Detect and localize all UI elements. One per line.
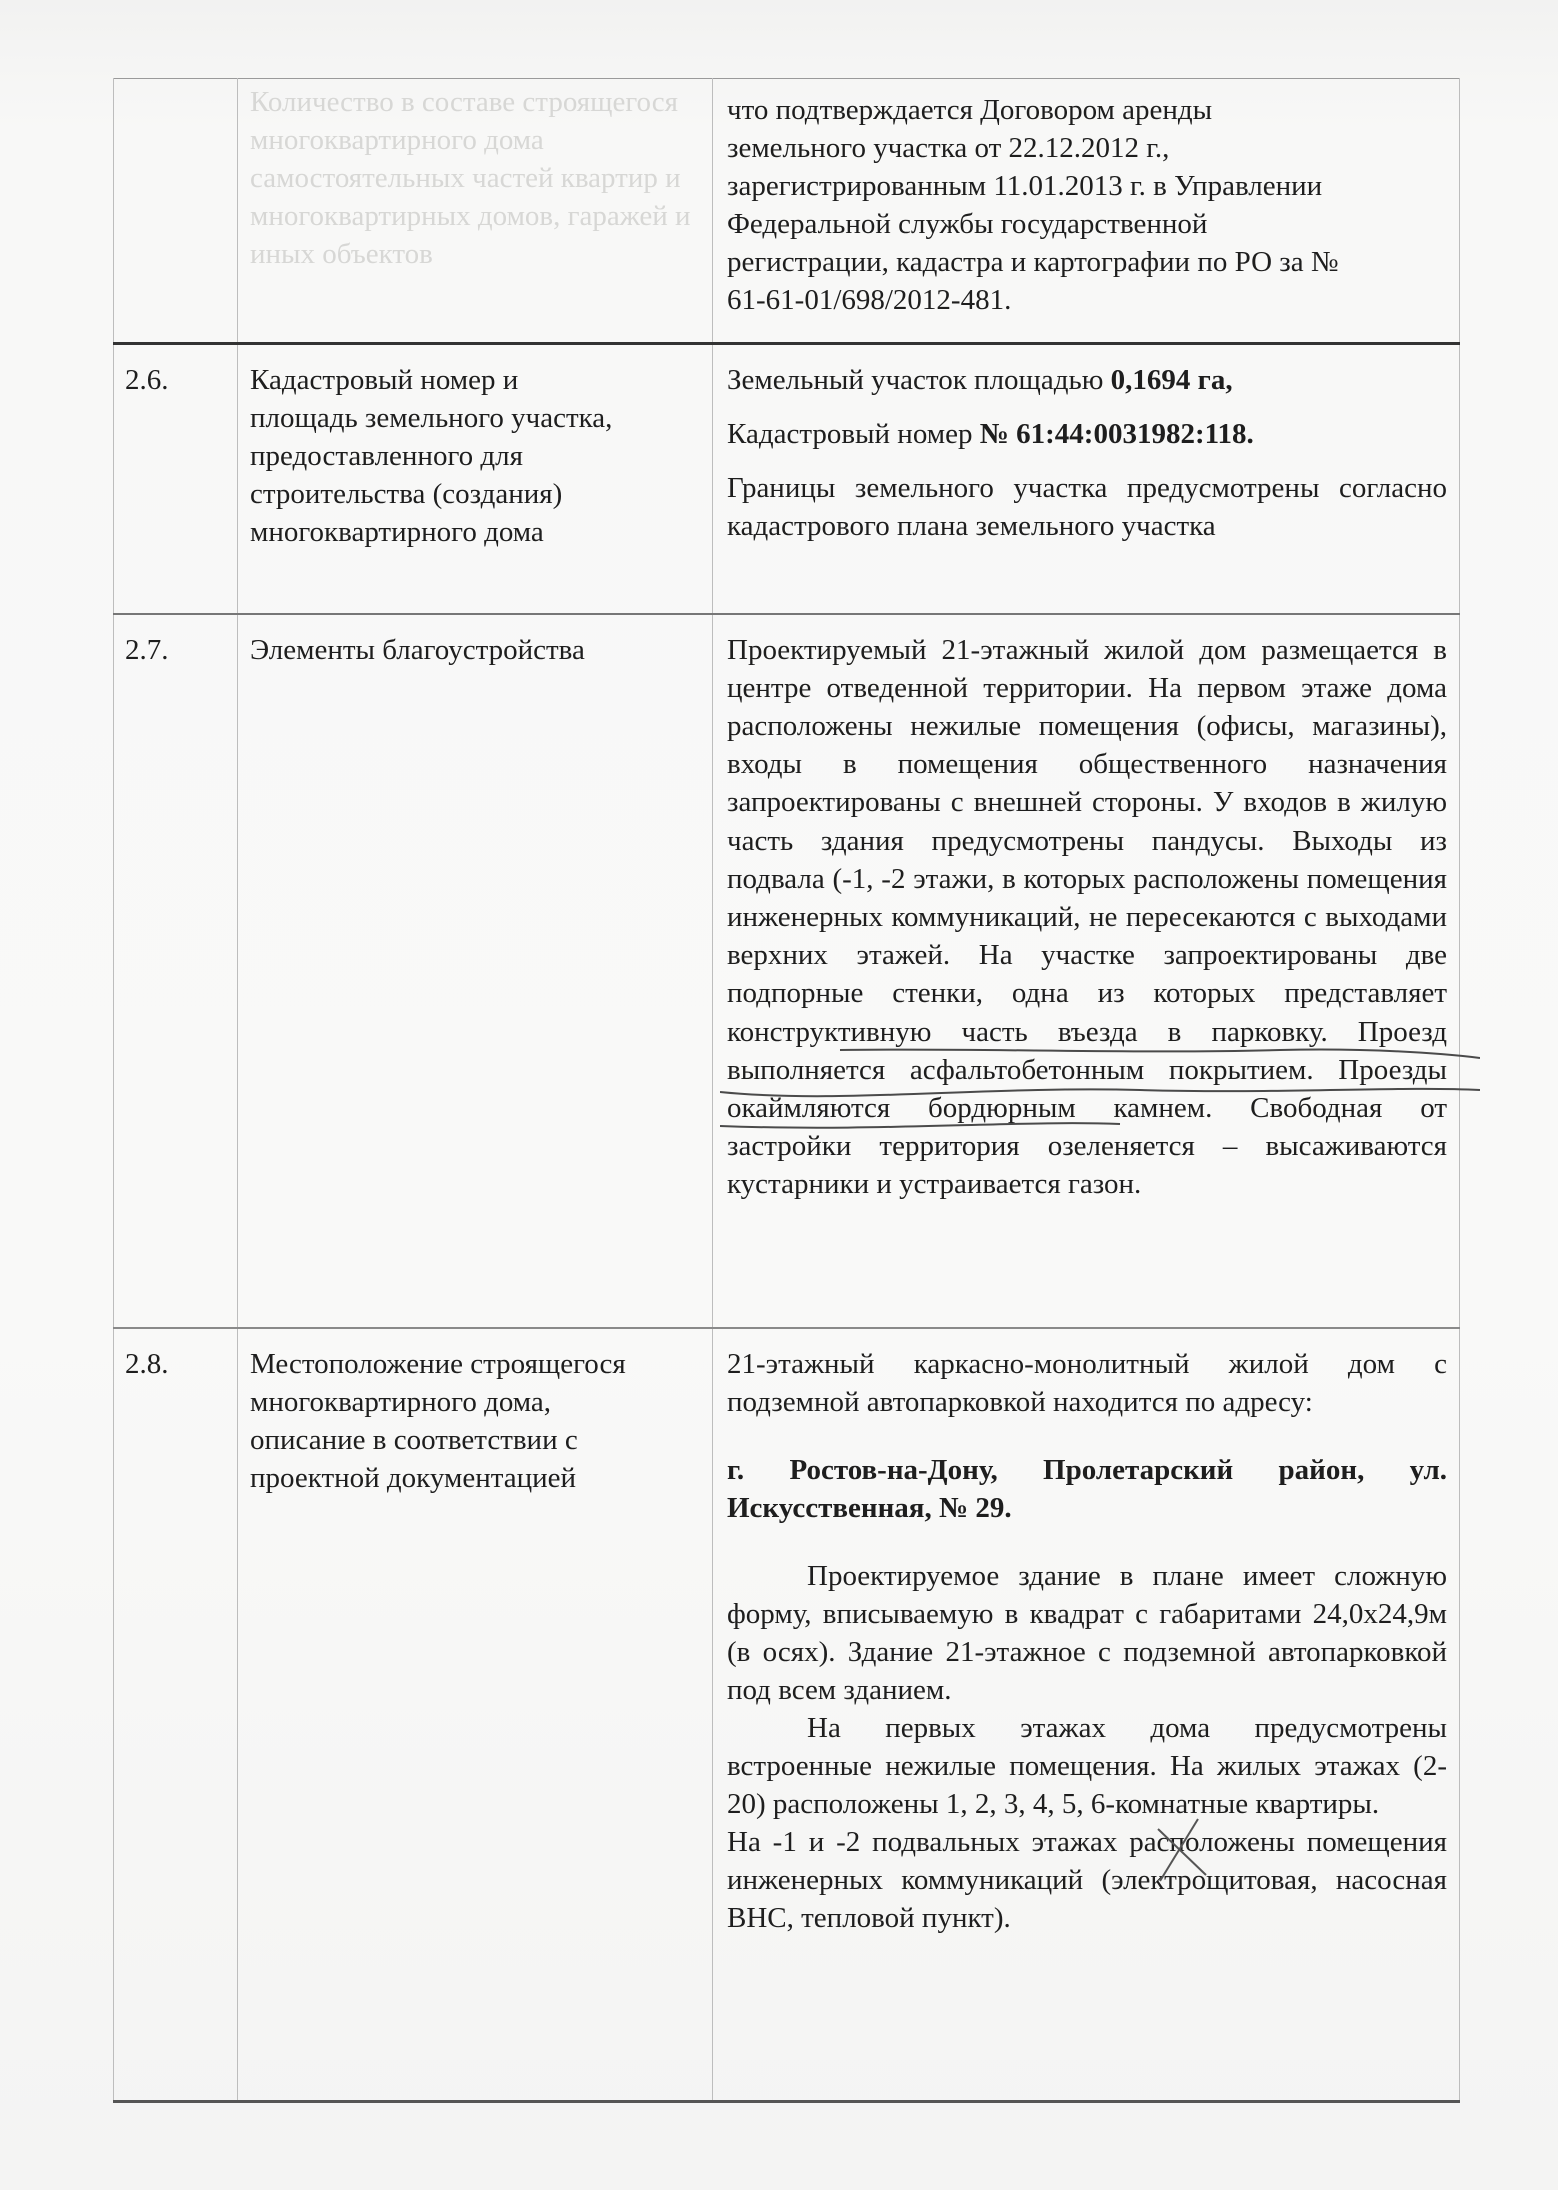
cadastral-value: № 61:44:0031982:118. <box>979 418 1254 450</box>
row-label <box>238 344 713 614</box>
building-shape-paragraph: Проектируемое здание в плане имеет сложную форму, вписываемую в квадрат с габаритами 24,0х24,9м (в осях). Здание 21-этажное с подземной автопарковкой под всем зданием. <box>727 1559 1447 1706</box>
land-area-value: 0,1694 га, <box>1110 364 1233 396</box>
value-cell <box>713 79 1460 344</box>
label-line: многоквартирного дома <box>250 516 544 548</box>
boundaries-text: Границы земельного участка предусмотрены согласно кадастрового плана земельного участка <box>727 472 1447 542</box>
label-line: площадь земельного участка, <box>250 402 613 434</box>
value-line: Федеральной службы государственной <box>727 208 1208 240</box>
row-value <box>713 344 1460 614</box>
label-line: предоставленного для <box>250 440 523 472</box>
bleedthrough-label <box>238 79 713 344</box>
value-line: земельного участка от 22.12.2012 г., <box>727 132 1170 164</box>
label-line: многоквартирного дома, <box>250 1385 552 1418</box>
floors-paragraph: На первых этажах дома предусмотрены встроенные нежилые помещения. На жилых этажах (2-20) расположены 1, 2, 3, 4, 5, 6-комнатные квартиры. <box>727 1711 1447 1820</box>
value-line: регистрации, кадастра и картографии по РО за № <box>727 246 1339 278</box>
basement-paragraph: На -1 и -2 подвальных этажах расположены помещения инженерных коммуникаций (электрощитовая, насосная ВНС, тепловой пункт). <box>727 1825 1447 1934</box>
declaration-table <box>113 78 1460 2103</box>
table-row-continuation <box>114 79 1460 344</box>
label-line: строительства (создания) <box>250 478 563 510</box>
value-line: что подтверждается Договором аренды <box>727 94 1213 126</box>
location-intro: 21-этажный каркасно-монолитный жилой дом с подземной автопарковкой находится по адресу: <box>727 1347 1447 1418</box>
table-row-2-7 <box>114 614 1460 1328</box>
table-row-2-8 <box>114 1328 1460 2102</box>
label-line: описание в соответствии с <box>250 1423 578 1456</box>
cadastral-number <box>727 415 1447 453</box>
bleedthrough-text: Количество в составе строящегося многоквартирного дома самостоятельных частей квартир и многоквартирных домов, гаражей и иных объектов <box>250 86 691 270</box>
value-line: 61-61-01/698/2012-481. <box>727 284 1012 316</box>
land-area <box>727 361 1447 399</box>
row-number: 2.8. <box>114 1328 238 2102</box>
value-line: зарегистрированным 11.01.2013 г. в Управлении <box>727 170 1323 202</box>
land-area-prefix: Земельный участок площадью <box>727 364 1111 396</box>
cadastral-prefix: Кадастровый номер <box>727 418 980 450</box>
row-number-cell <box>114 79 238 344</box>
row-number: 2.7. <box>114 614 238 1328</box>
row-value: Проектируемый 21-этажный жилой дом размещается в центре отведенной территории. На первом этаже дома расположены нежилые помещения (офисы, магазины), входы в помещения общественного назначения запроектированы с внешней стороны. У входов в жилую часть здания предусмотрены пандусы. Выходы из подвала (-1, -2 этажи, в которых расположены помещения инженерных коммуникаций, не пересекаются с выходами верхних этажей. На участке запроектированы две подпорные стенки, одна из которых представляет конструктивную часть въезда в парковку. Проезд выполняется асфальтобетонным покрытием. Проезды окаймляются бордюрным камнем. Свободная от застройки территория озеленяется – высаживаются кустарники и устраивается газон. <box>713 614 1460 1328</box>
label-line: Местоположение строящегося <box>250 1347 626 1380</box>
row-number: 2.6. <box>114 344 238 614</box>
row-label: Элементы благоустройства <box>238 614 713 1328</box>
row-value <box>713 1328 1460 2102</box>
address: г. Ростов-на-Дону, Пролетарский район, ул. Искусственная, № 29. <box>727 1453 1447 1524</box>
label-line: Кадастровый номер и <box>250 364 519 396</box>
label-line: проектной документацией <box>250 1461 577 1494</box>
table-row-2-6 <box>114 344 1460 614</box>
row-label <box>238 1328 713 2102</box>
